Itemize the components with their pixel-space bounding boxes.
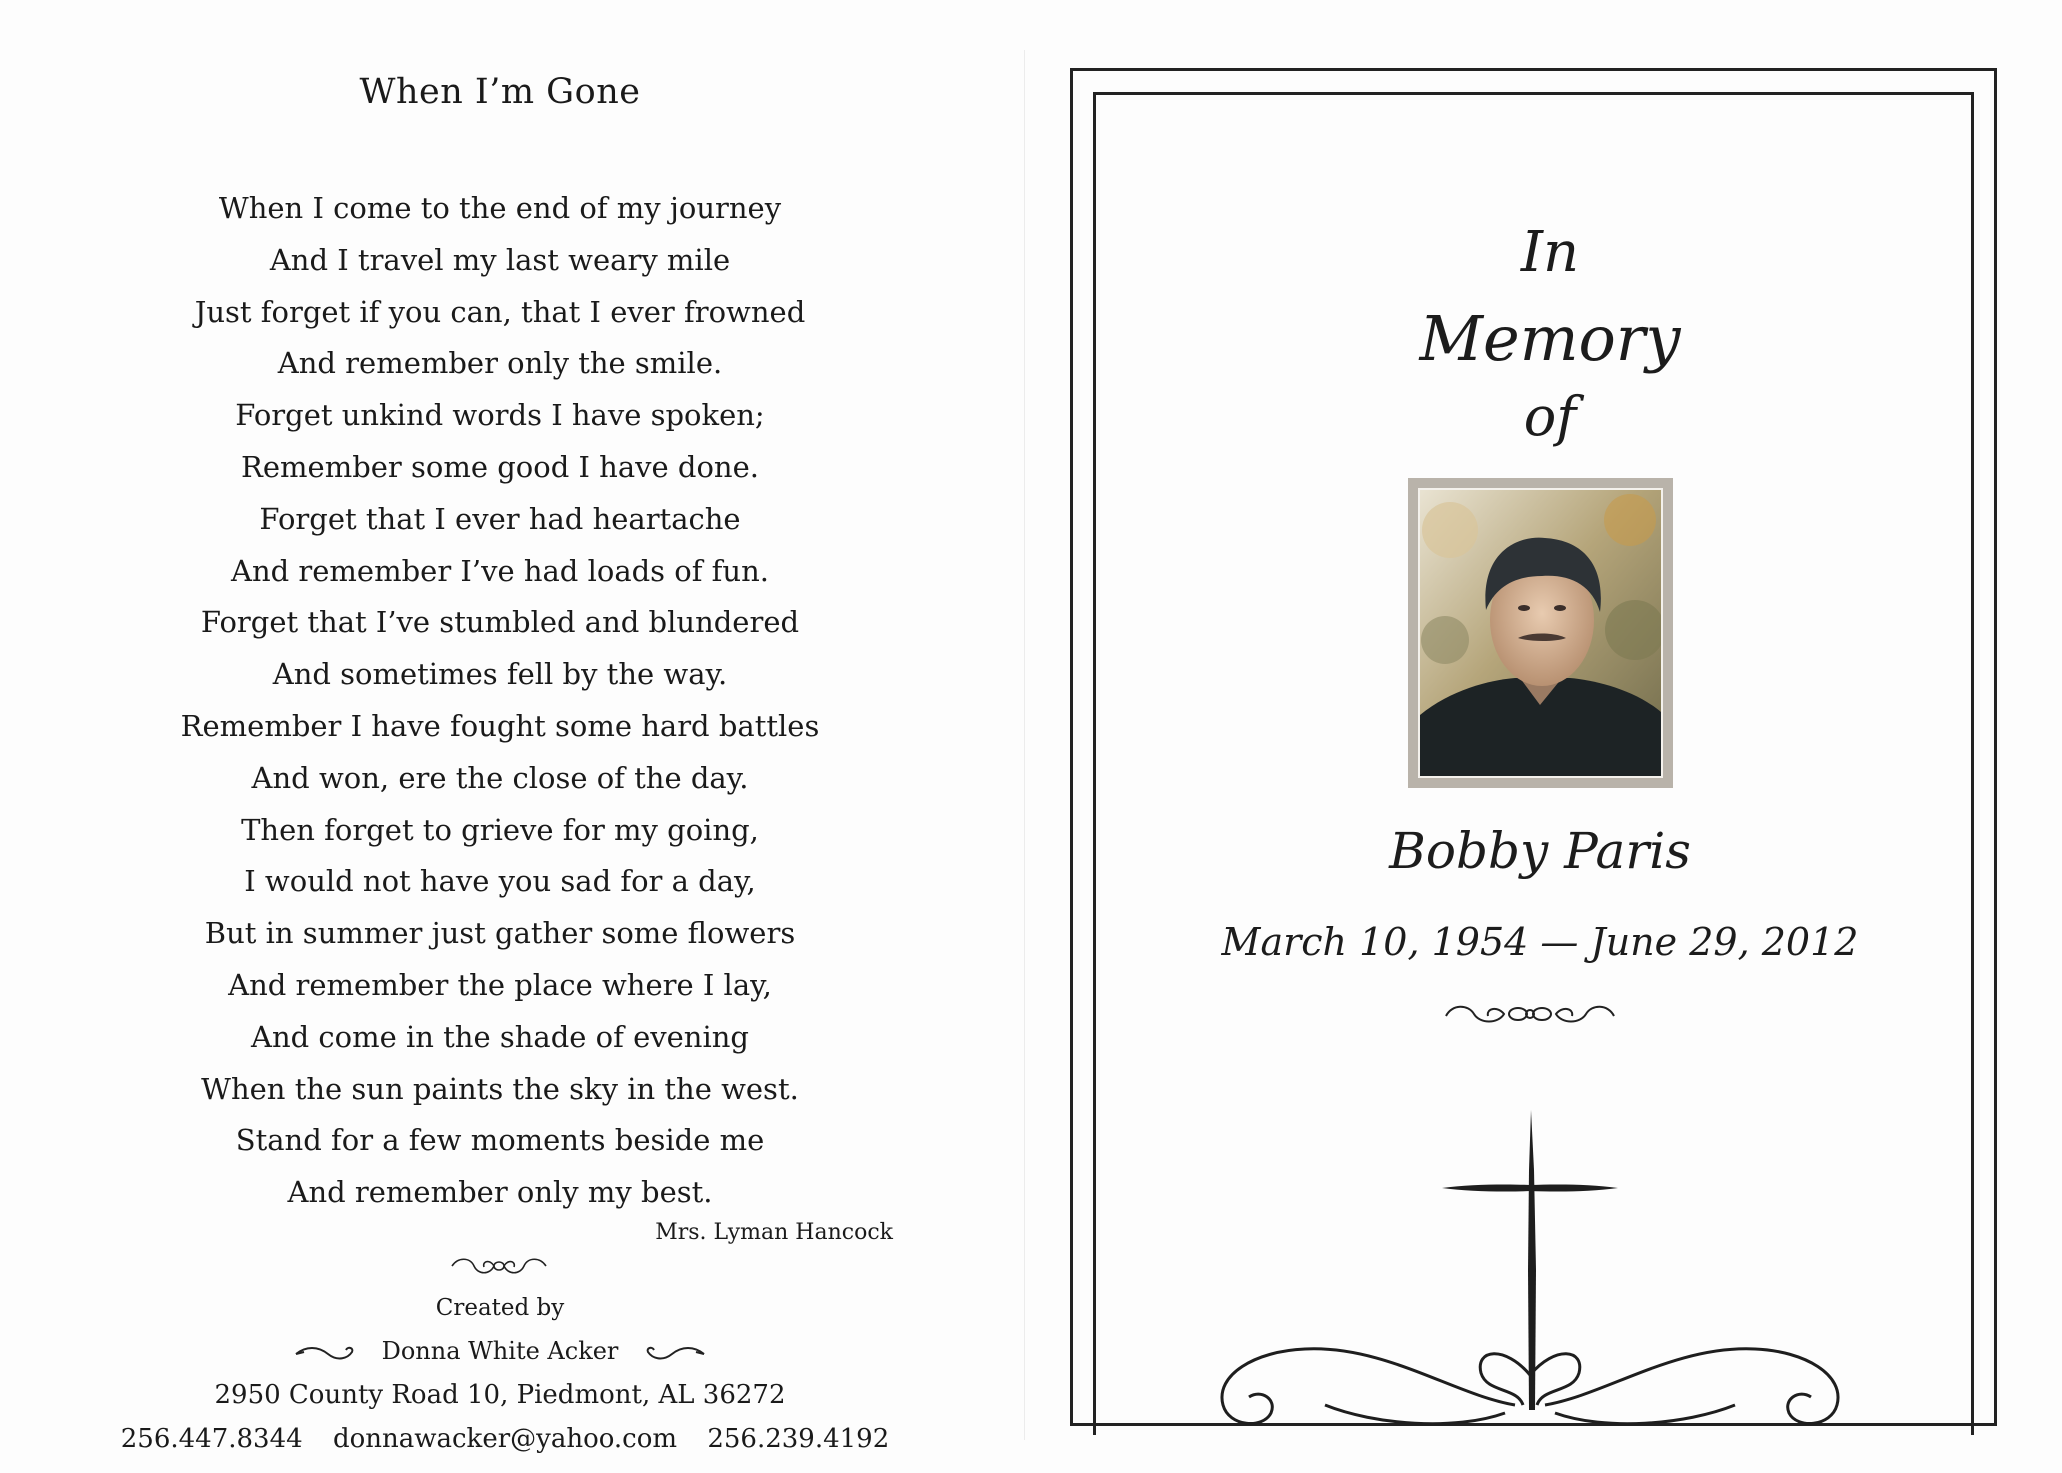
fold-line: [1024, 50, 1025, 1440]
creator-address: 2950 County Road 10, Piedmont, AL 36272: [214, 1380, 786, 1410]
poem-line: Just forget if you can, that I ever frowned: [194, 294, 806, 329]
poem-line: And remember I’ve had loads of fun.: [231, 553, 769, 588]
right-curl-icon: [644, 1342, 706, 1364]
poem-line: Remember some good I have done.: [241, 449, 759, 484]
life-dates: March 10, 1954 — June 29, 2012: [1221, 920, 1859, 964]
poem-title: When I’m Gone: [359, 72, 641, 112]
email-address: donnawacker@yahoo.com: [332, 1424, 678, 1454]
poem-line: But in summer just gather some flowers: [204, 916, 796, 951]
phone-1: 256.447.8344: [120, 1424, 303, 1454]
creator-row: [0, 1337, 1000, 1365]
poem-line: And remember only the smile.: [277, 346, 723, 381]
poem-line: Forget unkind words I have spoken;: [235, 398, 765, 433]
portrait-frame: [1408, 478, 1673, 788]
poem-line: And remember the place where I lay,: [228, 967, 772, 1002]
scroll-ornament-icon: [1205, 1335, 1855, 1445]
poem-body: [0, 183, 1000, 1219]
portrait-photo: [1418, 488, 1663, 778]
flourish-ornament-icon: [1440, 1000, 1620, 1028]
poem-line: And sometimes fell by the way.: [272, 657, 728, 692]
phone-2: 256.239.4192: [707, 1424, 890, 1454]
heading-of: of: [1523, 385, 1577, 448]
poem-line: Forget that I ever had heartache: [259, 501, 741, 536]
poem-line: Stand for a few moments beside me: [235, 1123, 765, 1158]
poem-line: Remember I have fought some hard battles: [180, 708, 820, 743]
heading-in: In: [1520, 220, 1580, 285]
poem-line: When the sun paints the sky in the west.: [201, 1071, 799, 1106]
poem-panel: [0, 0, 1010, 1473]
creator-contact: [0, 1424, 1010, 1454]
poem-line: And come in the shade of evening: [251, 1019, 749, 1054]
poem-line: Then forget to grieve for my going,: [241, 812, 759, 847]
left-curl-icon: [294, 1342, 356, 1364]
poem-line: And I travel my last weary mile: [269, 242, 731, 277]
poem-author: Mrs. Lyman Hancock: [655, 1220, 893, 1245]
creator-name: Donna White Acker: [381, 1337, 619, 1365]
poem-line: And won, ere the close of the day.: [251, 760, 749, 795]
heading-memory: Memory: [1419, 302, 1681, 375]
poem-line: And remember only my best.: [287, 1175, 713, 1210]
created-by-label: Created by: [435, 1295, 565, 1321]
poem-line: Forget that I’ve stumbled and blundered: [200, 605, 800, 640]
poem-line: I would not have you sad for a day,: [244, 864, 756, 899]
poem-line: When I come to the end of my journey: [218, 191, 782, 225]
flourish-ornament-icon: [448, 1255, 550, 1277]
deceased-name: Bobby Paris: [1389, 822, 1691, 880]
